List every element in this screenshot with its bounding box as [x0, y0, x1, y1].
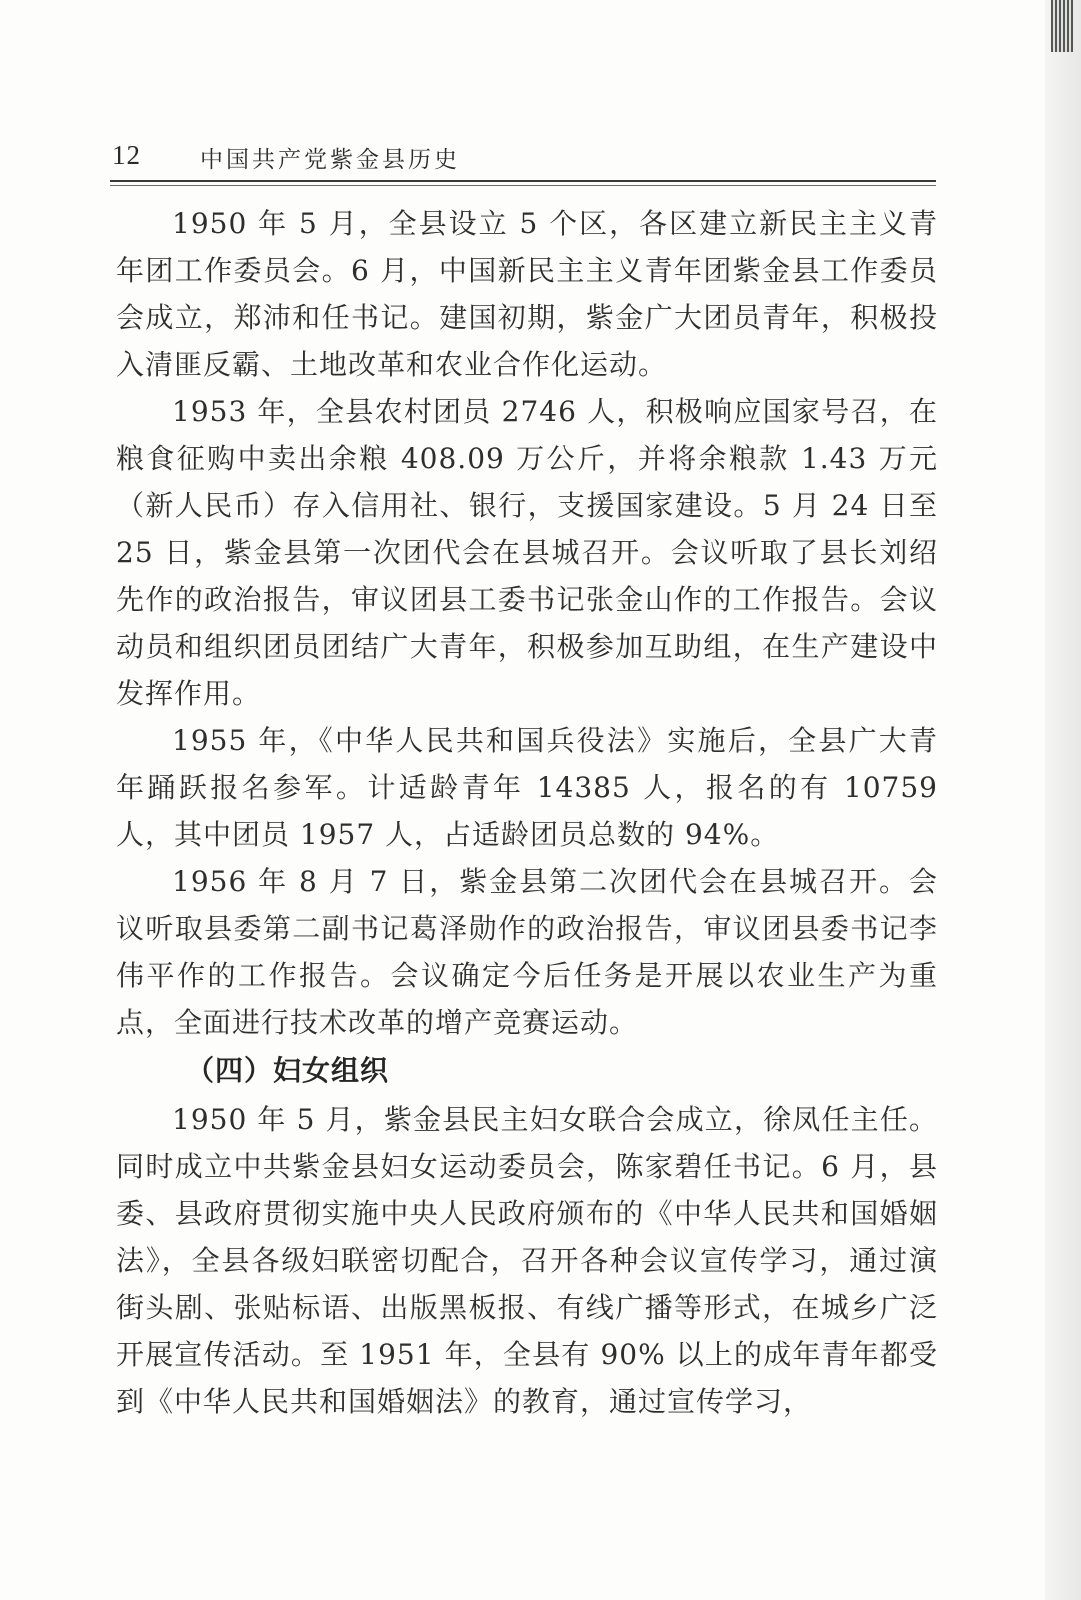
paragraph-youth-1956: 1956 年 8 月 7 日，紫金县第二次团代会在县城召开。会议听取县委第二副书记葛泽勋作的政治报告，审议团县委书记李伟平作的工作报告。会议确定今后任务是开展以农业生产为重点，全面进行技术改革的增产竞赛运动。 — [116, 865, 938, 1039]
section-heading-women: （四）妇女组织 — [186, 1054, 390, 1087]
paragraph-youth-1953: 1953 年，全县农村团员 2746 人，积极响应国家号召，在粮食征购中卖出余粮 408.09 万公斤，并将余粮款 1.43 万元（新人民币）存入信用社、银行，支援国家建设。5 月 24 日至 25 日，紫金县第一次团代会在县城召开。会议听取了县长刘绍先作的政治报告，审议团县工委书记张金山作的工作报告。会议动员和组织团员团结广大青年，积极参加互助组，在生产建设中发挥作用。 — [116, 395, 938, 710]
page-header — [112, 140, 934, 180]
scan-edge-marks — [1051, 0, 1073, 52]
paragraph-women-1950: 1950 年 5 月，紫金县民主妇女联合会成立，徐凤任主任。同时成立中共紫金县妇女运动委员会，陈家碧任书记。6 月，县委、县政府贯彻实施中央人民政府颁布的《中华人民共和国婚姻法》，全县各级妇联密切配合，召开各种会议宣传学习，通过演街头剧、张贴标语、出版黑板报、有线广播等形式，在城乡广泛开展宣传活动。至 1951 年，全县有 90% 以上的成年青年都受到《中华人民共和国婚姻法》的教育，通过宣传学习， — [116, 1103, 938, 1418]
running-title: 中国共产党紫金县历史 — [200, 147, 460, 173]
body-text — [116, 200, 938, 1425]
header-rule — [110, 180, 936, 182]
header-rule-thin — [110, 185, 936, 186]
paragraph-youth-1950: 1950 年 5 月，全县设立 5 个区，各区建立新民主主义青年团工作委员会。6 月，中国新民主主义青年团紫金县工作委员会成立，郑沛和任书记。建国初期，紫金广大团员青年，积极投入清匪反霸、土地改革和农业合作化运动。 — [116, 207, 938, 381]
paragraph-youth-1955: 1955 年，《中华人民共和国兵役法》实施后，全县广大青年踊跃报名参军。计适龄青年 14385 人，报名的有 10759 人，其中团员 1957 人，占适龄团员总数的 94%。 — [116, 724, 938, 851]
scan-edge — [1045, 0, 1081, 1600]
page-number: 12 — [112, 140, 141, 170]
